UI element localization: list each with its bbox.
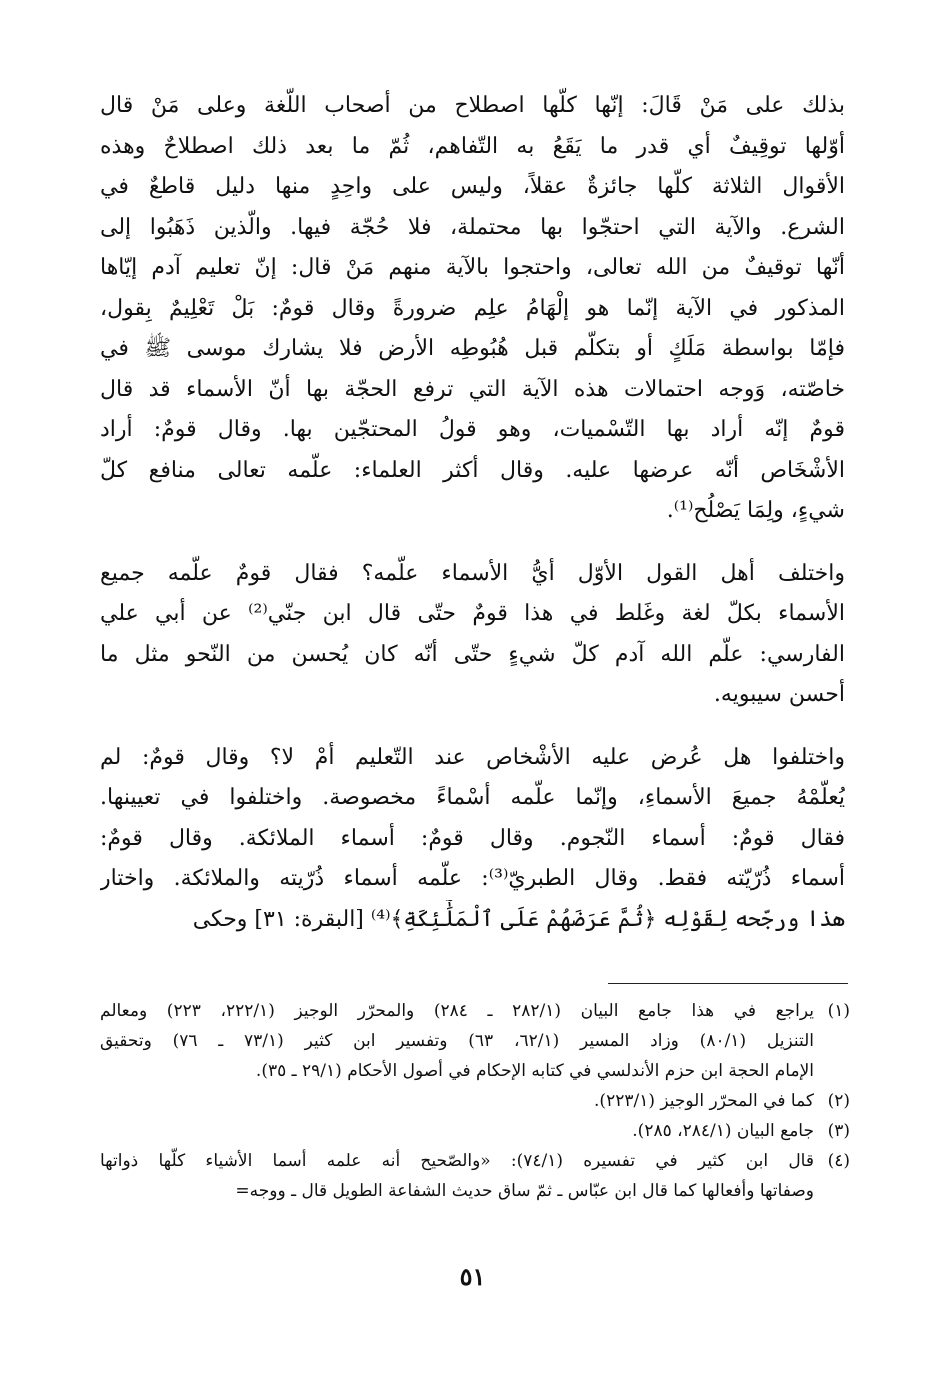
footnote-text <box>100 1116 814 1146</box>
footnote-line: قال ابن كثير في تفسيره (٧٤/١): «والصّحيح أنه علمه أسما الأشياء كلّها ذواتها <box>100 1151 814 1171</box>
footnote-line: التنزيل (٨٠/١) وزاد المسير (٦٢/١، ٦٣) وتفسير ابن كثير (٧٣/١ ـ ٧٦) وتحقيق <box>100 1031 814 1051</box>
footnote-number: (٣) <box>827 1121 850 1141</box>
text-line: أحسن سيبويه. <box>713 682 845 707</box>
footnote-separator <box>608 983 848 984</box>
text-line: واختلف أهل القول الأوّل أيُّ الأسماء علّمه؟ فقال قومٌ علّمه جميع <box>100 560 845 586</box>
footnote-number: (٢) <box>827 1091 850 1111</box>
main-text <box>100 86 845 962</box>
footnote-line: جامع البيان (٢٨٤/١، ٢٨٥). <box>632 1121 814 1141</box>
text-line: المذكور في الآية إنّما هو إلْهَامُ علِم ضرورةً وقال قومٌ: بَلْ تَعْلِيمٌ بِقول، <box>100 295 845 321</box>
footnote-number: (٤) <box>827 1151 850 1171</box>
page-number: ٥١ <box>459 1262 486 1291</box>
footnote-number: (١) <box>827 1001 850 1021</box>
text-line: الفارسي: علّم الله آدم كلّ شيءٍ حتّى أنّه كان يُحسن من النّحو مثل ما <box>100 641 845 667</box>
footnote-line: وصفاتها وأفعالها كما قال ابن عبّاس ـ ثمّ ساق حديث الشفاعة الطويل قال ـ ووجه= <box>235 1181 814 1201</box>
footnote <box>100 1116 850 1146</box>
paragraph <box>100 86 845 532</box>
text-line: شيءٍ، ولِمَا يَصْلُح⁽¹⁾. <box>666 498 845 523</box>
text-line: بذلك على مَنْ قَالَ: إنّها كلّها اصطلاح من أصحاب اللّغة وعلى مَنْ قال <box>100 93 845 118</box>
text-line: قومٌ إنّه أراد بها التّسْميات، وهو قولُ المحتجّين بها. وقال قومٌ: أراد <box>100 417 845 442</box>
text-line: الأشْخَاص أنّه عرضها عليه. وقال أكثر العلماء: علّمه تعالى منافع كلّ <box>100 457 845 483</box>
footnote <box>100 1146 850 1206</box>
text-line: الأسماء بكلّ لغة وغَلط في هذا قومٌ حتّى قال ابن جنّي⁽²⁾ عن أبي علي <box>100 601 845 626</box>
footnote-line: يراجع في هذا جامع البيان (٢٨٢/١ ـ ٢٨٤) والمحرّر الوجيز (٢٢٢/١، ٢٢٣) ومعالم <box>100 1001 814 1021</box>
paragraph <box>100 738 845 941</box>
footnote-text <box>100 1146 814 1206</box>
paragraph <box>100 554 845 716</box>
text-line: يُعلّمْهُ جميعَ الأسماءِ، وإنّما علّمه أسْماءً مخصوصة. واختلفوا في تعيينها. <box>100 785 845 810</box>
text-line: واختلفوا هل عُرض عليه الأشْخاص عند التّعليم أمْ لا؟ وقال قومٌ: لم <box>100 744 845 770</box>
text-line: أوّلها توقِيفٌ أي قدر ما يَقَعُ به التّفاهم، ثُمّ ما بعد ذلك اصطلاحٌ وهذه <box>100 133 845 159</box>
footnote <box>100 996 850 1086</box>
footnote <box>100 1086 850 1116</box>
text-line: الأقوال الثلاثة كلّها جائزةٌ عقلاً، وليس على واحِدٍ منها دليل قاطعٌ في <box>100 174 845 199</box>
text-line: فإمّا بواسطة مَلَكٍ أو بتكلّم قبل هُبُوطِه الأرض فلا يشارك موسى ﷺ في <box>100 336 845 361</box>
footnote-line: الإمام الحجة ابن حزم الأندلسي في كتابه الإحكام في أصول الأحكام (٢٩/١ ـ ٣٥). <box>255 1061 814 1081</box>
text-line: الشرع. والآية التي احتجّوا بها محتملة، فلا حُجّة فيها. والّذين ذَهَبُوا إلى <box>100 214 845 240</box>
footnote-text <box>100 1086 814 1116</box>
footnote-line: كما في المحرّر الوجيز (٢٢٣/١). <box>594 1091 814 1111</box>
footnote-text <box>100 996 814 1086</box>
text-line: أنّها توقيفٌ من الله تعالى، واحتجوا بالآية منهم مَنْ قال: إنّ تعليم آدم إيّاها <box>100 255 845 280</box>
text-line: أسماء ذُرّيّته فقط. وقال الطبريّ⁽³⁾: علّمه أسماء ذُرّيته والملائكة. واختار <box>100 866 845 891</box>
text-line: خاصّته، وَوجه احتمالات هذه الآية التي ترفع الحجّة بها أنّ الأسماء قد قال <box>100 376 845 402</box>
text-line: هذا ورجّحه لِقَوْلِه ﴿ثُمَّ عَرَضَهُمْ عَلَى ٱلْمَلَٰٓئِكَةِ﴾⁽⁴⁾ [البقرة: ٣١] وحكى <box>192 906 845 932</box>
footnotes <box>100 996 850 1206</box>
text-line: فقال قومٌ: أسماء النّجوم. وقال قومٌ: أسماء الملائكة. وقال قومٌ: <box>100 825 845 851</box>
